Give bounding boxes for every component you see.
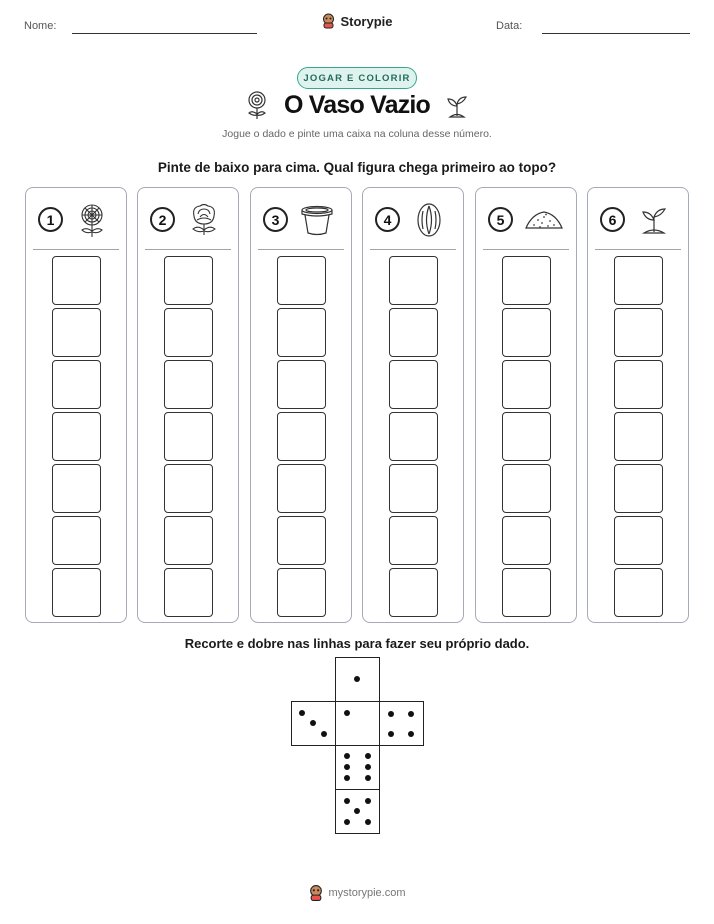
color-box[interactable] [389,308,438,357]
color-box[interactable] [502,308,551,357]
color-box[interactable] [502,568,551,617]
color-box[interactable] [277,256,326,305]
flower-pot-icon [299,202,335,238]
color-box[interactable] [52,256,101,305]
column-header [261,202,341,240]
die-face-6 [335,745,380,790]
title-row [0,90,714,120]
sprout-icon [444,90,470,120]
color-box[interactable] [277,412,326,461]
die-face-4 [379,701,424,746]
footer [0,884,714,902]
subtitle: Jogue o dado e pinte uma caixa na coluna desse número. [222,128,492,140]
color-box[interactable] [389,256,438,305]
column-number: 6 [600,207,625,232]
peony-flower-icon [186,202,222,238]
color-box[interactable] [502,412,551,461]
die-pip [344,819,350,825]
color-box[interactable] [52,516,101,565]
die-pip [344,710,350,716]
brand-name: Storypie [340,13,393,29]
die-face-1 [335,657,380,702]
color-box[interactable] [614,568,663,617]
chrysanthemum-icon [74,202,110,238]
column-number: 4 [375,207,400,232]
color-box[interactable] [614,516,663,565]
column-divider [483,249,569,250]
column-6 [587,187,689,623]
column-number: 5 [488,207,513,232]
column-header [486,202,566,240]
color-box[interactable] [389,568,438,617]
color-box[interactable] [614,464,663,513]
die-pip [408,711,414,717]
die-pip [310,720,316,726]
color-box[interactable] [389,464,438,513]
color-box[interactable] [502,516,551,565]
color-box[interactable] [52,464,101,513]
die-pip [344,798,350,804]
die-pip [388,731,394,737]
color-box[interactable] [52,412,101,461]
column-number: 1 [38,207,63,232]
die-pip [365,819,371,825]
die-pip [388,711,394,717]
color-box[interactable] [164,360,213,409]
die-pip [408,731,414,737]
activity-badge: JOGAR E COLORIR [297,67,417,89]
color-box[interactable] [52,568,101,617]
column-2 [137,187,239,623]
die-face-3 [291,701,336,746]
die-pip [344,764,350,770]
color-box[interactable] [277,360,326,409]
die-face-1 [335,701,380,746]
die-instruction: Recorte e dobre nas linhas para fazer seu próprio dado. [184,636,530,651]
column-divider [145,249,231,250]
color-box[interactable] [164,256,213,305]
color-box[interactable] [164,464,213,513]
color-box[interactable] [164,516,213,565]
storypie-mascot-icon [321,13,336,29]
color-box[interactable] [277,516,326,565]
color-box[interactable] [502,464,551,513]
color-box[interactable] [277,568,326,617]
column-divider [595,249,681,250]
color-box[interactable] [52,360,101,409]
column-header [36,202,116,240]
color-box[interactable] [52,308,101,357]
column-number: 3 [263,207,288,232]
color-box[interactable] [277,308,326,357]
column-4 [362,187,464,623]
column-1 [25,187,127,623]
die-pip [354,676,360,682]
column-divider [370,249,456,250]
column-header [373,202,453,240]
column-header [598,202,678,240]
color-box[interactable] [164,308,213,357]
die-pip [344,753,350,759]
page-title: O Vaso Vazio [283,90,431,119]
column-header [148,202,228,240]
die-pip [321,731,327,737]
storypie-mascot-icon [308,884,324,902]
soil-pile-icon [524,202,564,238]
column-divider [33,249,119,250]
color-box[interactable] [614,412,663,461]
die-pip [365,775,371,781]
footer-url[interactable]: mystorypie.com [328,887,406,899]
die-pip [344,775,350,781]
color-box[interactable] [164,412,213,461]
color-box[interactable] [164,568,213,617]
color-box[interactable] [502,256,551,305]
die-pip [365,764,371,770]
die-pip [299,710,305,716]
color-box[interactable] [614,256,663,305]
column-3 [250,187,352,623]
name-line[interactable] [72,33,257,34]
sprout-icon [636,202,672,238]
name-label: Nome: [24,20,57,32]
column-number: 2 [150,207,175,232]
brand-logo [0,13,714,29]
color-box[interactable] [389,360,438,409]
die-face-5 [335,789,380,834]
column-5 [475,187,577,623]
coloring-instruction: Pinte de baixo para cima. Qual figura chega primeiro ao topo? [157,160,557,175]
flower-icon [244,90,270,120]
date-label: Data: [496,20,523,32]
die-pip [365,798,371,804]
color-box[interactable] [614,360,663,409]
color-box[interactable] [389,412,438,461]
color-box[interactable] [389,516,438,565]
die-pip [365,753,371,759]
color-box[interactable] [502,360,551,409]
seed-icon [411,202,447,238]
die-pip [354,808,360,814]
column-divider [258,249,344,250]
color-box[interactable] [614,308,663,357]
date-line[interactable] [542,33,690,34]
color-box[interactable] [277,464,326,513]
